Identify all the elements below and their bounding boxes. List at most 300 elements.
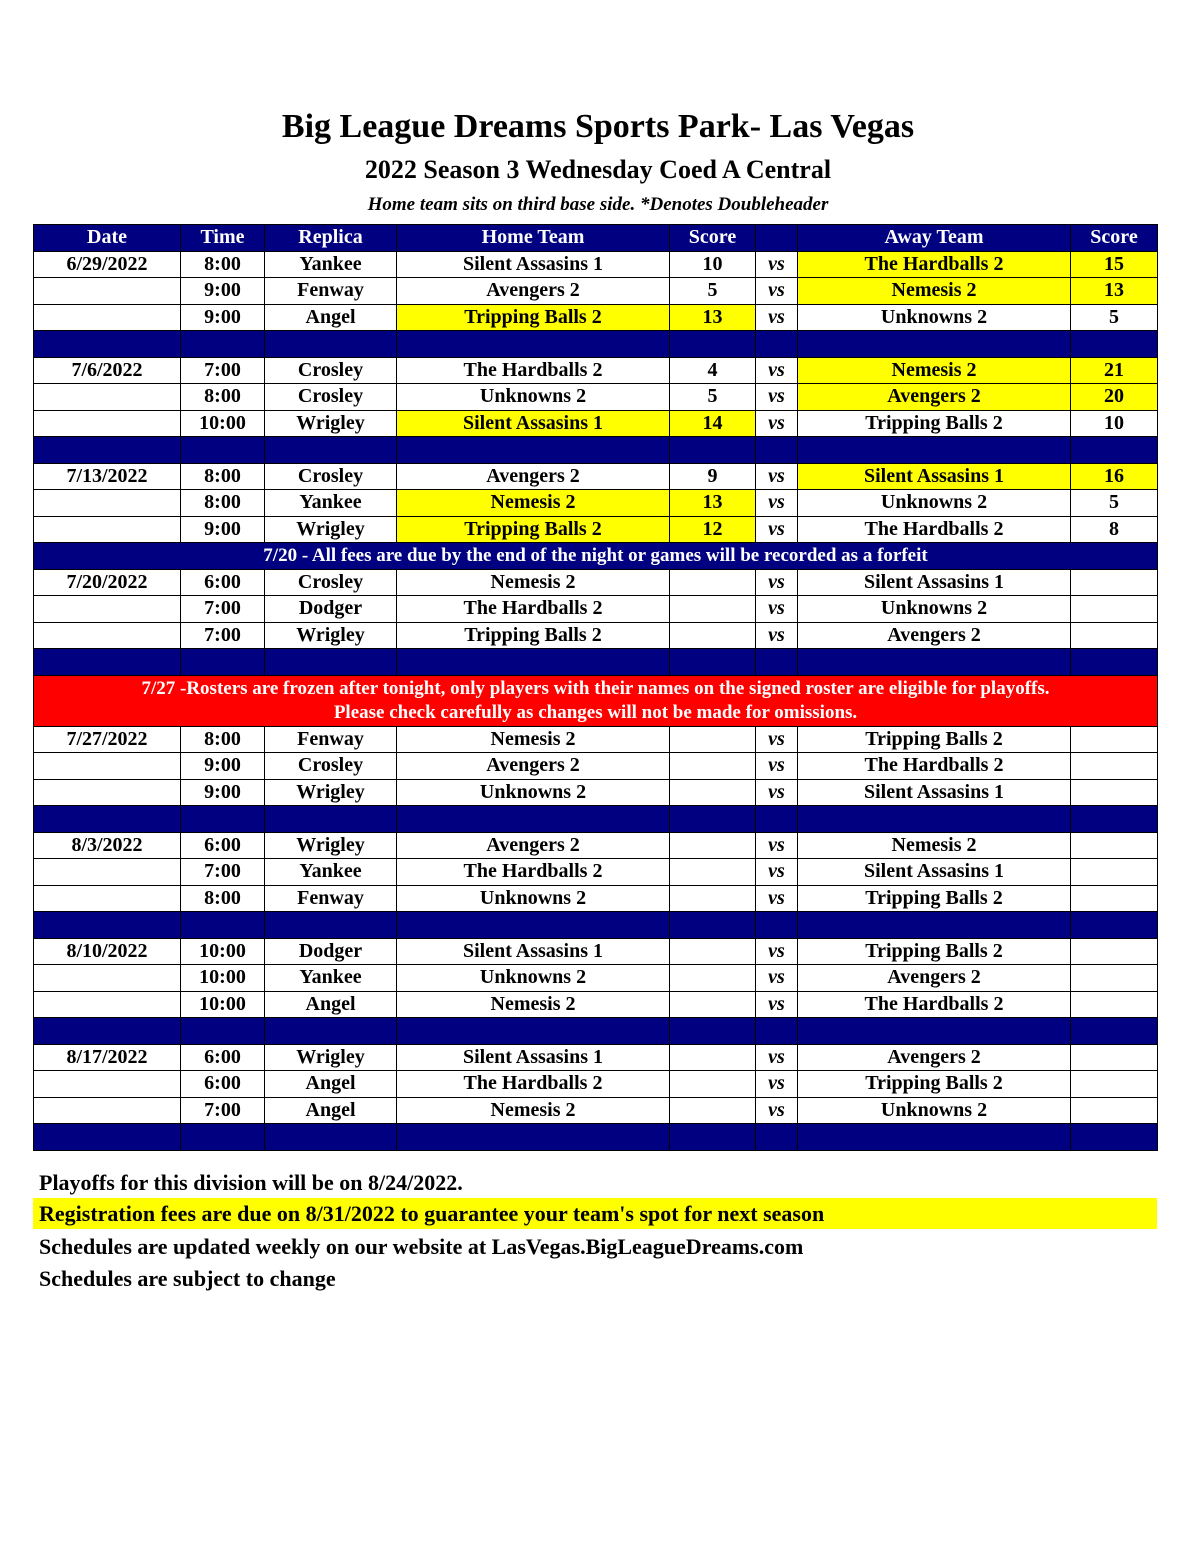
vs-label: vs (756, 516, 798, 543)
vs-label: vs (756, 384, 798, 411)
separator-cell (1071, 912, 1158, 939)
away-team: The Hardballs 2 (798, 251, 1071, 278)
col-header-away-score: Score (1071, 225, 1158, 252)
game-time: 6:00 (181, 569, 265, 596)
separator-cell (265, 912, 397, 939)
vs-label: vs (756, 410, 798, 437)
game-field: Wrigley (265, 832, 397, 859)
separator-cell (756, 649, 798, 676)
away-team: Unknowns 2 (798, 1097, 1071, 1124)
fee-banner-text: 7/20 - All fees are due by the end of the night or games will be recorded as a forfeit (34, 543, 1158, 570)
away-team: Avengers 2 (798, 622, 1071, 649)
away-score: 8 (1071, 516, 1158, 543)
game-field: Wrigley (265, 1044, 397, 1071)
game-time: 10:00 (181, 410, 265, 437)
game-date (34, 304, 181, 331)
col-header-home-team: Home Team (397, 225, 670, 252)
separator-cell (265, 1018, 397, 1045)
game-row (34, 779, 1158, 806)
vs-label: vs (756, 490, 798, 517)
away-score (1071, 859, 1158, 886)
away-score (1071, 779, 1158, 806)
game-time: 7:00 (181, 859, 265, 886)
home-team: Avengers 2 (397, 463, 670, 490)
separator-cell (1071, 649, 1158, 676)
game-date (34, 490, 181, 517)
game-row (34, 991, 1158, 1018)
away-score (1071, 1071, 1158, 1098)
separator-cell (756, 331, 798, 358)
separator-cell (798, 437, 1071, 464)
game-field: Angel (265, 991, 397, 1018)
home-team: Unknowns 2 (397, 965, 670, 992)
game-date: 8/10/2022 (34, 938, 181, 965)
separator-cell (397, 912, 670, 939)
vs-label: vs (756, 569, 798, 596)
game-date (34, 991, 181, 1018)
game-date (34, 885, 181, 912)
separator-row (34, 1018, 1158, 1045)
separator-cell (670, 912, 756, 939)
separator-cell (670, 1018, 756, 1045)
away-team: Tripping Balls 2 (798, 410, 1071, 437)
playoffs-note: Playoffs for this division will be on 8/24/2022. (39, 1170, 463, 1195)
home-team: The Hardballs 2 (397, 859, 670, 886)
away-score (1071, 726, 1158, 753)
separator-cell (756, 437, 798, 464)
home-team: Nemesis 2 (397, 1097, 670, 1124)
home-score: 13 (670, 490, 756, 517)
away-score (1071, 622, 1158, 649)
vs-label: vs (756, 885, 798, 912)
game-field: Angel (265, 1097, 397, 1124)
separator-cell (265, 649, 397, 676)
away-team: Avengers 2 (798, 1044, 1071, 1071)
col-header-date: Date (34, 225, 181, 252)
game-date: 8/3/2022 (34, 832, 181, 859)
game-row (34, 965, 1158, 992)
separator-cell (397, 1018, 670, 1045)
game-field: Crosley (265, 463, 397, 490)
away-team: Unknowns 2 (798, 304, 1071, 331)
away-team: Nemesis 2 (798, 278, 1071, 305)
game-field: Angel (265, 1071, 397, 1098)
home-team: Unknowns 2 (397, 885, 670, 912)
registration-note: Registration fees are due on 8/31/2022 to guarantee your team's spot for next season (33, 1198, 1157, 1229)
game-date: 7/20/2022 (34, 569, 181, 596)
separator-cell (1071, 1018, 1158, 1045)
game-time: 10:00 (181, 965, 265, 992)
season-subtitle: 2022 Season 3 Wednesday Coed A Central (364, 155, 832, 184)
game-time: 8:00 (181, 384, 265, 411)
separator-cell (34, 912, 181, 939)
home-score (670, 965, 756, 992)
away-team: Silent Assasins 1 (798, 569, 1071, 596)
home-team-note: Home team sits on third base side. *Denotes Doubleheader (367, 194, 829, 215)
schedule-table (33, 224, 1158, 1151)
vs-label: vs (756, 726, 798, 753)
home-score (670, 885, 756, 912)
away-team: Avengers 2 (798, 965, 1071, 992)
game-date (34, 965, 181, 992)
game-field: Yankee (265, 251, 397, 278)
separator-cell (798, 649, 1071, 676)
game-field: Wrigley (265, 410, 397, 437)
home-team: Unknowns 2 (397, 779, 670, 806)
separator-cell (670, 649, 756, 676)
game-row (34, 278, 1158, 305)
separator-row (34, 806, 1158, 833)
separator-cell (34, 649, 181, 676)
away-score (1071, 753, 1158, 780)
game-field: Angel (265, 304, 397, 331)
home-team: Silent Assasins 1 (397, 938, 670, 965)
game-field: Dodger (265, 596, 397, 623)
game-field: Fenway (265, 278, 397, 305)
away-score (1071, 832, 1158, 859)
home-score (670, 1044, 756, 1071)
game-field: Yankee (265, 490, 397, 517)
game-date (34, 278, 181, 305)
col-header-replica: Replica (265, 225, 397, 252)
home-team: The Hardballs 2 (397, 357, 670, 384)
separator-cell (670, 1124, 756, 1151)
home-team: Tripping Balls 2 (397, 304, 670, 331)
col-header-away-team: Away Team (798, 225, 1071, 252)
game-time: 10:00 (181, 938, 265, 965)
game-time: 7:00 (181, 1097, 265, 1124)
vs-label: vs (756, 1097, 798, 1124)
away-team: Unknowns 2 (798, 596, 1071, 623)
separator-cell (34, 1124, 181, 1151)
separator-cell (34, 437, 181, 464)
game-field: Crosley (265, 357, 397, 384)
game-row (34, 1097, 1158, 1124)
separator-row (34, 437, 1158, 464)
vs-label: vs (756, 1044, 798, 1071)
separator-cell (397, 1124, 670, 1151)
game-date: 7/27/2022 (34, 726, 181, 753)
away-score (1071, 569, 1158, 596)
game-row (34, 357, 1158, 384)
game-time: 9:00 (181, 304, 265, 331)
game-time: 6:00 (181, 1044, 265, 1071)
home-score (670, 596, 756, 623)
away-score: 10 (1071, 410, 1158, 437)
game-row (34, 832, 1158, 859)
separator-cell (397, 649, 670, 676)
vs-label: vs (756, 779, 798, 806)
roster-alert-row (34, 675, 1158, 726)
separator-cell (265, 1124, 397, 1151)
separator-cell (1071, 437, 1158, 464)
away-score (1071, 991, 1158, 1018)
game-time: 8:00 (181, 251, 265, 278)
game-row (34, 304, 1158, 331)
separator-cell (181, 912, 265, 939)
home-score: 5 (670, 384, 756, 411)
away-team: Tripping Balls 2 (798, 885, 1071, 912)
vs-label: vs (756, 622, 798, 649)
separator-cell (181, 1018, 265, 1045)
game-field: Crosley (265, 569, 397, 596)
game-time: 8:00 (181, 490, 265, 517)
separator-cell (756, 806, 798, 833)
home-score (670, 779, 756, 806)
game-field: Fenway (265, 885, 397, 912)
separator-cell (397, 806, 670, 833)
game-field: Yankee (265, 859, 397, 886)
game-row (34, 490, 1158, 517)
home-team: The Hardballs 2 (397, 596, 670, 623)
game-time: 7:00 (181, 357, 265, 384)
separator-cell (181, 806, 265, 833)
game-row (34, 753, 1158, 780)
separator-cell (397, 331, 670, 358)
separator-cell (34, 806, 181, 833)
schedule-body (34, 251, 1158, 1150)
separator-cell (798, 331, 1071, 358)
website-note: Schedules are updated weekly on our website at LasVegas.BigLeagueDreams.com (39, 1234, 804, 1259)
home-score: 9 (670, 463, 756, 490)
away-score (1071, 1044, 1158, 1071)
home-score (670, 938, 756, 965)
game-field: Crosley (265, 753, 397, 780)
game-field: Wrigley (265, 622, 397, 649)
away-team: Silent Assasins 1 (798, 463, 1071, 490)
away-score: 16 (1071, 463, 1158, 490)
game-date: 8/17/2022 (34, 1044, 181, 1071)
game-date (34, 1097, 181, 1124)
separator-cell (756, 912, 798, 939)
home-team: Avengers 2 (397, 832, 670, 859)
game-row (34, 938, 1158, 965)
game-row (34, 859, 1158, 886)
vs-label: vs (756, 753, 798, 780)
home-score (670, 832, 756, 859)
away-score (1071, 938, 1158, 965)
vs-label: vs (756, 251, 798, 278)
away-team: Tripping Balls 2 (798, 938, 1071, 965)
home-team: Nemesis 2 (397, 991, 670, 1018)
separator-cell (397, 437, 670, 464)
home-score (670, 1097, 756, 1124)
home-team: The Hardballs 2 (397, 1071, 670, 1098)
game-row (34, 885, 1158, 912)
game-field: Dodger (265, 938, 397, 965)
separator-cell (1071, 331, 1158, 358)
game-time: 6:00 (181, 832, 265, 859)
home-score (670, 622, 756, 649)
fee-banner-row (34, 543, 1158, 570)
away-score: 20 (1071, 384, 1158, 411)
game-time: 7:00 (181, 622, 265, 649)
away-score: 5 (1071, 304, 1158, 331)
separator-cell (798, 1018, 1071, 1045)
separator-cell (798, 1124, 1071, 1151)
away-team: Tripping Balls 2 (798, 726, 1071, 753)
home-team: Unknowns 2 (397, 384, 670, 411)
col-header-home-score: Score (670, 225, 756, 252)
vs-label: vs (756, 991, 798, 1018)
game-row (34, 1044, 1158, 1071)
vs-label: vs (756, 832, 798, 859)
vs-label: vs (756, 859, 798, 886)
home-team: Silent Assasins 1 (397, 251, 670, 278)
game-field: Crosley (265, 384, 397, 411)
game-row (34, 516, 1158, 543)
col-header-vs (756, 225, 798, 252)
away-team: Tripping Balls 2 (798, 1071, 1071, 1098)
home-team: Tripping Balls 2 (397, 622, 670, 649)
game-field: Yankee (265, 965, 397, 992)
game-time: 10:00 (181, 991, 265, 1018)
away-score: 15 (1071, 251, 1158, 278)
away-team: The Hardballs 2 (798, 991, 1071, 1018)
away-score (1071, 596, 1158, 623)
game-field: Fenway (265, 726, 397, 753)
home-score: 10 (670, 251, 756, 278)
separator-cell (670, 806, 756, 833)
separator-cell (798, 912, 1071, 939)
game-row (34, 384, 1158, 411)
vs-label: vs (756, 357, 798, 384)
away-team: Avengers 2 (798, 384, 1071, 411)
roster-alert-cell (34, 675, 1158, 726)
game-time: 9:00 (181, 753, 265, 780)
game-date: 7/6/2022 (34, 357, 181, 384)
vs-label: vs (756, 596, 798, 623)
game-row (34, 251, 1158, 278)
separator-cell (1071, 806, 1158, 833)
separator-cell (670, 331, 756, 358)
game-field: Wrigley (265, 779, 397, 806)
game-date (34, 622, 181, 649)
game-date (34, 859, 181, 886)
game-time: 9:00 (181, 278, 265, 305)
game-field: Wrigley (265, 516, 397, 543)
separator-cell (181, 331, 265, 358)
game-date (34, 410, 181, 437)
home-score: 5 (670, 278, 756, 305)
table-header-row (34, 225, 1158, 252)
game-time: 9:00 (181, 779, 265, 806)
home-score (670, 569, 756, 596)
game-row (34, 463, 1158, 490)
separator-cell (670, 437, 756, 464)
home-score: 14 (670, 410, 756, 437)
away-score: 21 (1071, 357, 1158, 384)
separator-row (34, 331, 1158, 358)
separator-cell (181, 1124, 265, 1151)
game-row (34, 410, 1158, 437)
home-team: Nemesis 2 (397, 569, 670, 596)
away-score: 5 (1071, 490, 1158, 517)
separator-cell (798, 806, 1071, 833)
separator-cell (756, 1018, 798, 1045)
away-team: Nemesis 2 (798, 357, 1071, 384)
home-score (670, 726, 756, 753)
home-score (670, 1071, 756, 1098)
game-row (34, 596, 1158, 623)
home-team: Avengers 2 (397, 753, 670, 780)
home-score: 4 (670, 357, 756, 384)
away-score (1071, 885, 1158, 912)
game-date (34, 779, 181, 806)
vs-label: vs (756, 965, 798, 992)
home-team: Silent Assasins 1 (397, 1044, 670, 1071)
home-team: Avengers 2 (397, 278, 670, 305)
home-team: Tripping Balls 2 (397, 516, 670, 543)
separator-cell (756, 1124, 798, 1151)
home-score: 13 (670, 304, 756, 331)
separator-cell (265, 331, 397, 358)
separator-row (34, 912, 1158, 939)
away-score (1071, 965, 1158, 992)
game-date (34, 753, 181, 780)
separator-cell (1071, 1124, 1158, 1151)
game-time: 8:00 (181, 463, 265, 490)
game-date (34, 384, 181, 411)
game-date: 6/29/2022 (34, 251, 181, 278)
game-time: 9:00 (181, 516, 265, 543)
separator-cell (34, 1018, 181, 1045)
away-team: Silent Assasins 1 (798, 859, 1071, 886)
game-row (34, 726, 1158, 753)
home-team: Silent Assasins 1 (397, 410, 670, 437)
home-score (670, 753, 756, 780)
vs-label: vs (756, 304, 798, 331)
game-time: 6:00 (181, 1071, 265, 1098)
game-row (34, 1071, 1158, 1098)
away-team: Silent Assasins 1 (798, 779, 1071, 806)
away-team: Nemesis 2 (798, 832, 1071, 859)
separator-row (34, 1124, 1158, 1151)
home-score (670, 991, 756, 1018)
game-time: 7:00 (181, 596, 265, 623)
separator-cell (265, 437, 397, 464)
away-score (1071, 1097, 1158, 1124)
game-time: 8:00 (181, 726, 265, 753)
home-team: Nemesis 2 (397, 490, 670, 517)
vs-label: vs (756, 1071, 798, 1098)
separator-cell (181, 437, 265, 464)
vs-label: vs (756, 938, 798, 965)
roster-alert-line: Please check carefully as changes will not be made for omissions. (333, 701, 858, 723)
separator-row (34, 649, 1158, 676)
page-title: Big League Dreams Sports Park- Las Vegas (281, 108, 915, 145)
away-team: The Hardballs 2 (798, 753, 1071, 780)
game-time: 8:00 (181, 885, 265, 912)
separator-cell (34, 331, 181, 358)
game-row (34, 622, 1158, 649)
game-date (34, 516, 181, 543)
home-team: Nemesis 2 (397, 726, 670, 753)
home-score (670, 859, 756, 886)
roster-alert-line: 7/27 -Rosters are frozen after tonight, only players with their names on the signed roster are eligible for playoffs. (141, 677, 1050, 699)
game-date (34, 596, 181, 623)
home-score: 12 (670, 516, 756, 543)
game-row (34, 569, 1158, 596)
game-date: 7/13/2022 (34, 463, 181, 490)
away-team: Unknowns 2 (798, 490, 1071, 517)
vs-label: vs (756, 463, 798, 490)
col-header-time: Time (181, 225, 265, 252)
separator-cell (265, 806, 397, 833)
separator-cell (181, 649, 265, 676)
vs-label: vs (756, 278, 798, 305)
away-team: The Hardballs 2 (798, 516, 1071, 543)
